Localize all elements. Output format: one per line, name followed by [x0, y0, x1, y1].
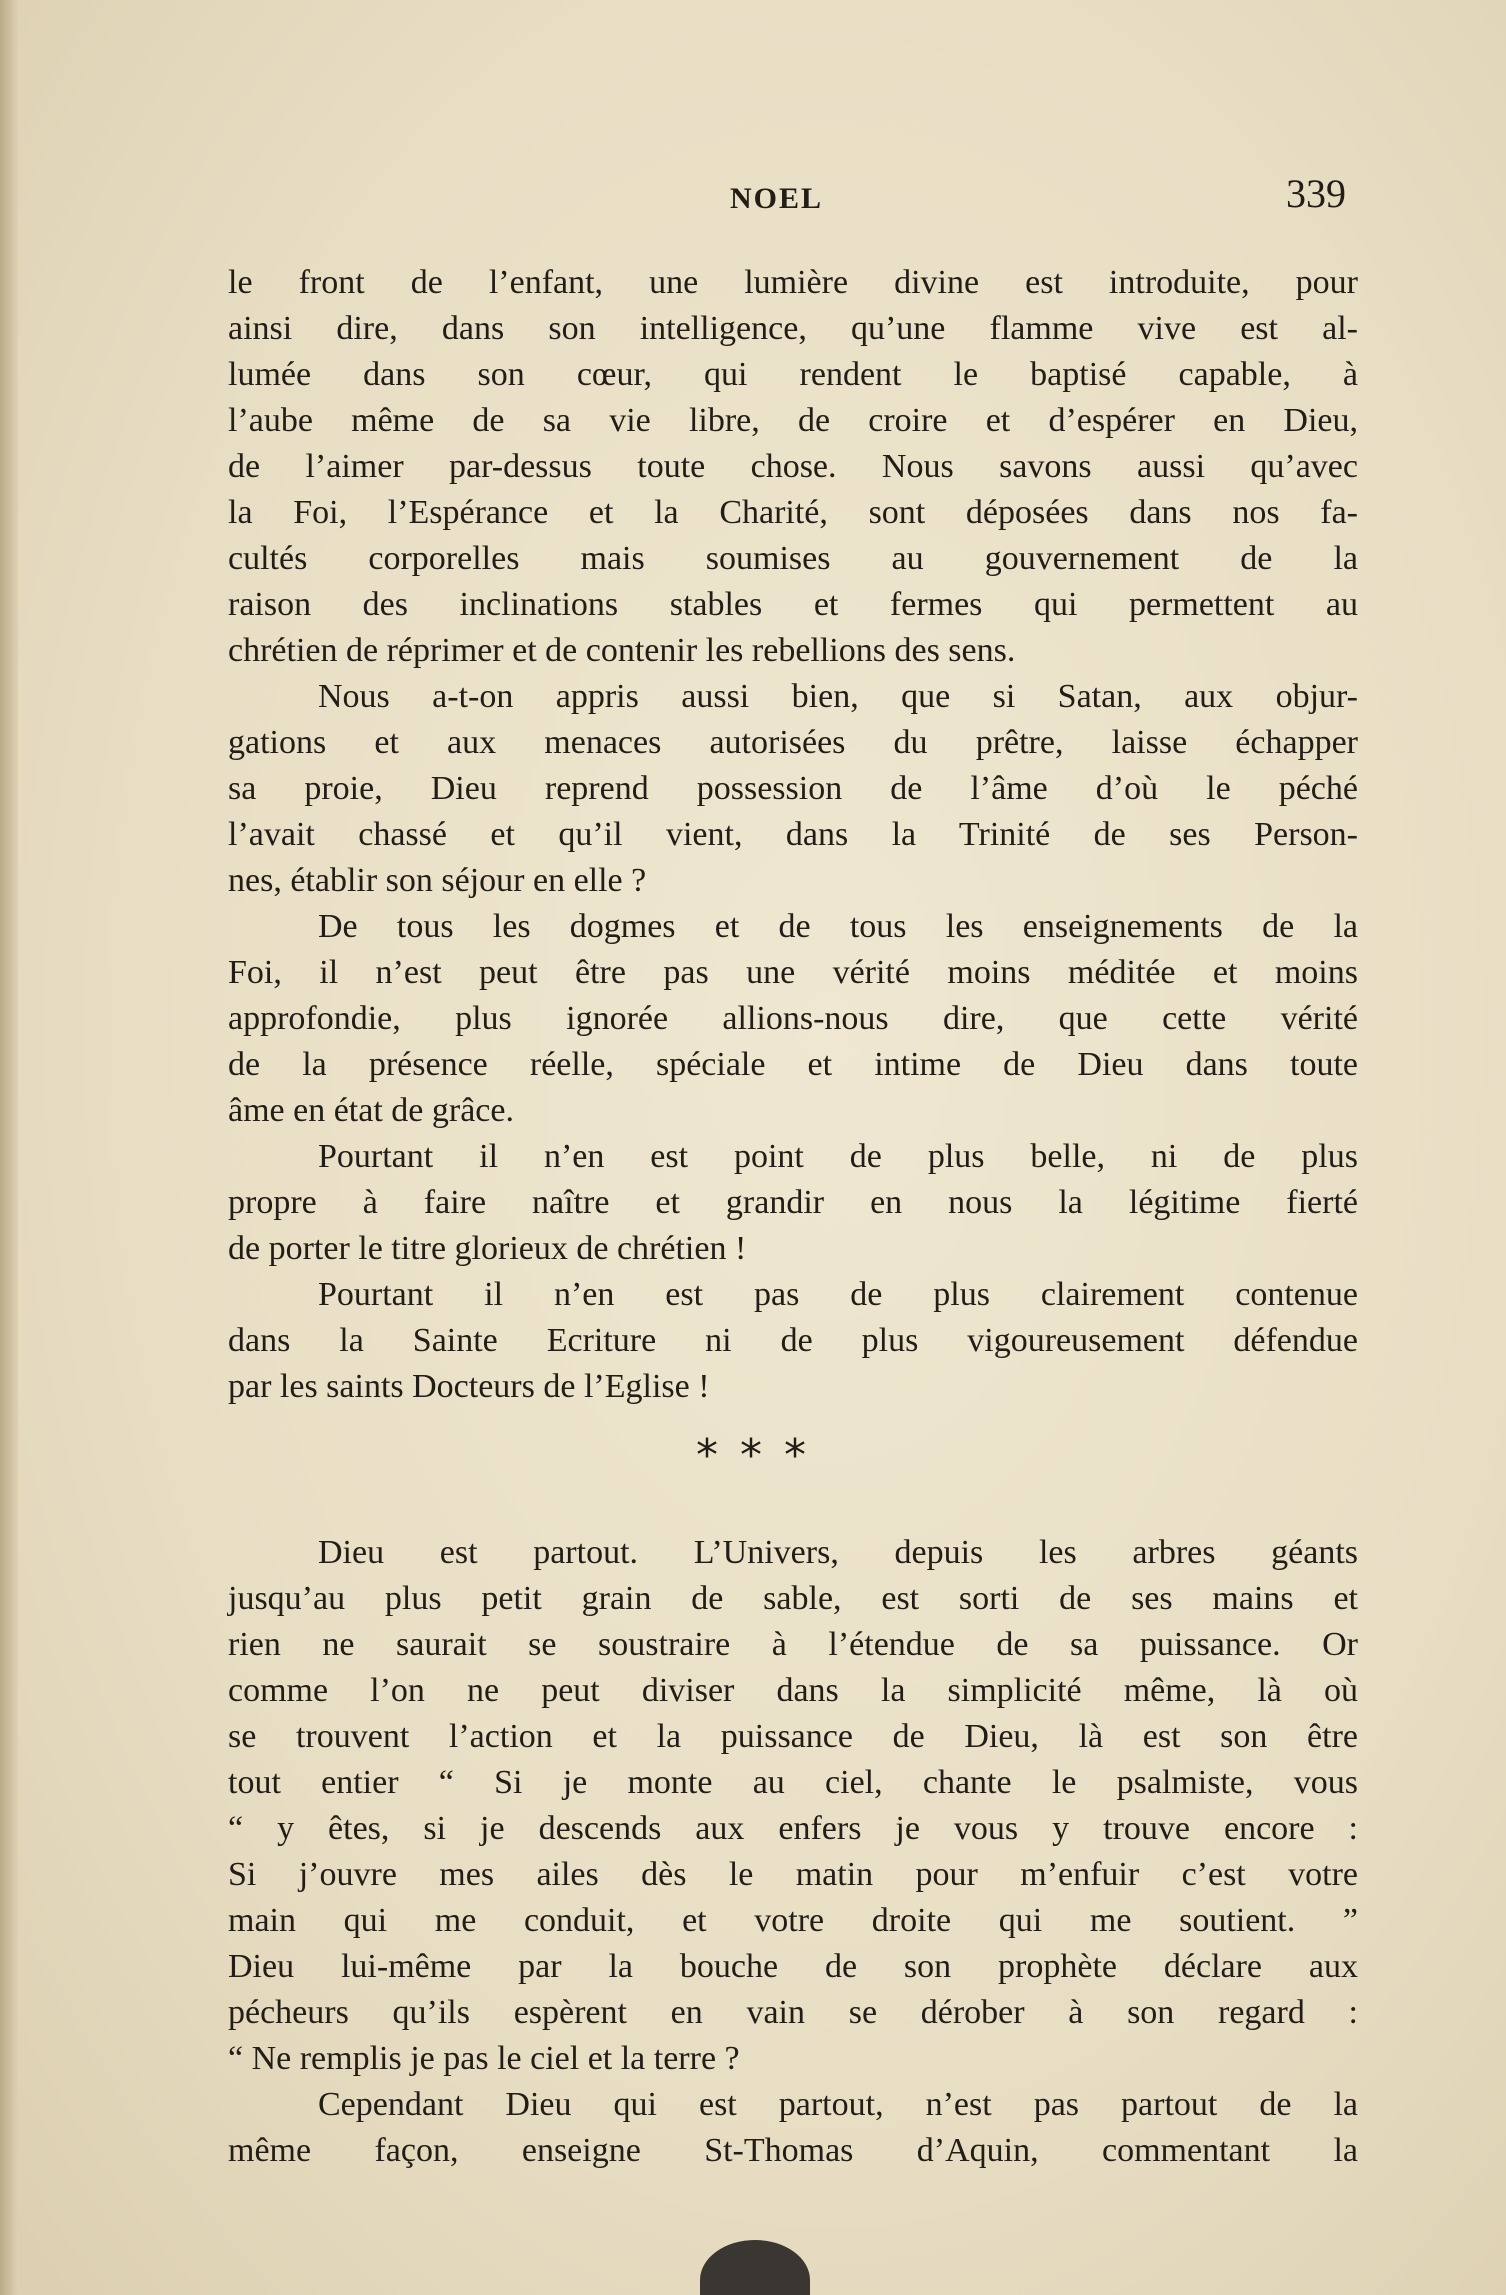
text-line: nes, établir son séjour en elle ?	[228, 862, 647, 899]
text-line: rien ne saurait se soustraire à l’étendue de sa puissance. Or	[228, 1626, 1358, 1663]
text-line: Dieu lui-même par la bouche de son prophète déclare aux	[228, 1948, 1358, 1985]
page-header	[230, 170, 1356, 230]
text-line: même façon, enseigne St-Thomas d’Aquin, commentant la	[228, 2132, 1358, 2169]
text-line: lumée dans son cœur, qui rendent le baptisé capable, à	[228, 356, 1358, 393]
text-line: raison des inclinations stables et fermes qui permettent au	[228, 586, 1358, 623]
text-line: de la présence réelle, spéciale et intime de Dieu dans toute	[228, 1046, 1358, 1083]
text-line: chrétien de réprimer et de contenir les rebellions des sens.	[228, 632, 1016, 669]
text-line: la Foi, l’Espérance et la Charité, sont déposées dans nos fa-	[228, 494, 1358, 531]
text-line: Dieu est partout. L’Univers, depuis les arbres géants	[318, 1534, 1358, 1571]
text-line: Pourtant il n’en est pas de plus clairement contenue	[318, 1276, 1358, 1313]
text-line: Pourtant il n’en est point de plus belle, ni de plus	[318, 1138, 1358, 1175]
body-text-section-2	[228, 1530, 1358, 2174]
text-line: par les saints Docteurs de l’Eglise !	[228, 1368, 710, 1405]
text-line: de l’aimer par-dessus toute chose. Nous savons aussi qu’avec	[228, 448, 1358, 485]
text-line: comme l’on ne peut diviser dans la simplicité même, là où	[228, 1672, 1358, 1709]
text-line: dans la Sainte Ecriture ni de plus vigoureusement défendue	[228, 1322, 1358, 1359]
text-line: “ y êtes, si je descends aux enfers je vous y trouve encore :	[228, 1810, 1358, 1847]
text-line: tout entier “ Si je monte au ciel, chante le psalmiste, vous	[228, 1764, 1358, 1801]
text-line: gations et aux menaces autorisées du prêtre, laisse échapper	[228, 724, 1358, 761]
text-line: de porter le titre glorieux de chrétien !	[228, 1230, 747, 1267]
running-head: NOEL	[730, 182, 824, 215]
text-line: Cependant Dieu qui est partout, n’est pas partout de la	[318, 2086, 1358, 2123]
text-line: Nous a-t-on appris aussi bien, que si Satan, aux objur-	[318, 678, 1358, 715]
text-line: “ Ne remplis je pas le ciel et la terre ?	[228, 2040, 740, 2077]
text-line: propre à faire naître et grandir en nous la légitime fierté	[228, 1184, 1358, 1221]
text-line: pécheurs qu’ils espèrent en vain se dérober à son regard :	[228, 1994, 1358, 2031]
section-separator: * * *	[696, 1430, 810, 1481]
text-line: De tous les dogmes et de tous les enseignements de la	[318, 908, 1358, 945]
thumb-shadow	[700, 2240, 810, 2295]
body-text-section-1	[228, 260, 1358, 1410]
page-binding-edge	[0, 0, 18, 2295]
text-line: main qui me conduit, et votre droite qui me soutient. ”	[228, 1902, 1358, 1939]
text-line: Foi, il n’est peut être pas une vérité moins méditée et moins	[228, 954, 1358, 991]
text-line: ainsi dire, dans son intelligence, qu’une flamme vive est al-	[228, 310, 1358, 347]
text-line: le front de l’enfant, une lumière divine est introduite, pour	[228, 264, 1358, 301]
text-line: se trouvent l’action et la puissance de Dieu, là est son être	[228, 1718, 1358, 1755]
text-line: cultés corporelles mais soumises au gouvernement de la	[228, 540, 1358, 577]
text-line: l’aube même de sa vie libre, de croire et d’espérer en Dieu,	[228, 402, 1358, 439]
page-number: 339	[1286, 171, 1346, 216]
text-line: jusqu’au plus petit grain de sable, est sorti de ses mains et	[228, 1580, 1358, 1617]
text-line: approfondie, plus ignorée allions-nous dire, que cette vérité	[228, 1000, 1358, 1037]
text-line: sa proie, Dieu reprend possession de l’âme d’où le péché	[228, 770, 1358, 807]
text-line: l’avait chassé et qu’il vient, dans la Trinité de ses Person-	[228, 816, 1358, 853]
text-line: âme en état de grâce.	[228, 1092, 514, 1129]
text-line: Si j’ouvre mes ailes dès le matin pour m’enfuir c’est votre	[228, 1856, 1358, 1893]
